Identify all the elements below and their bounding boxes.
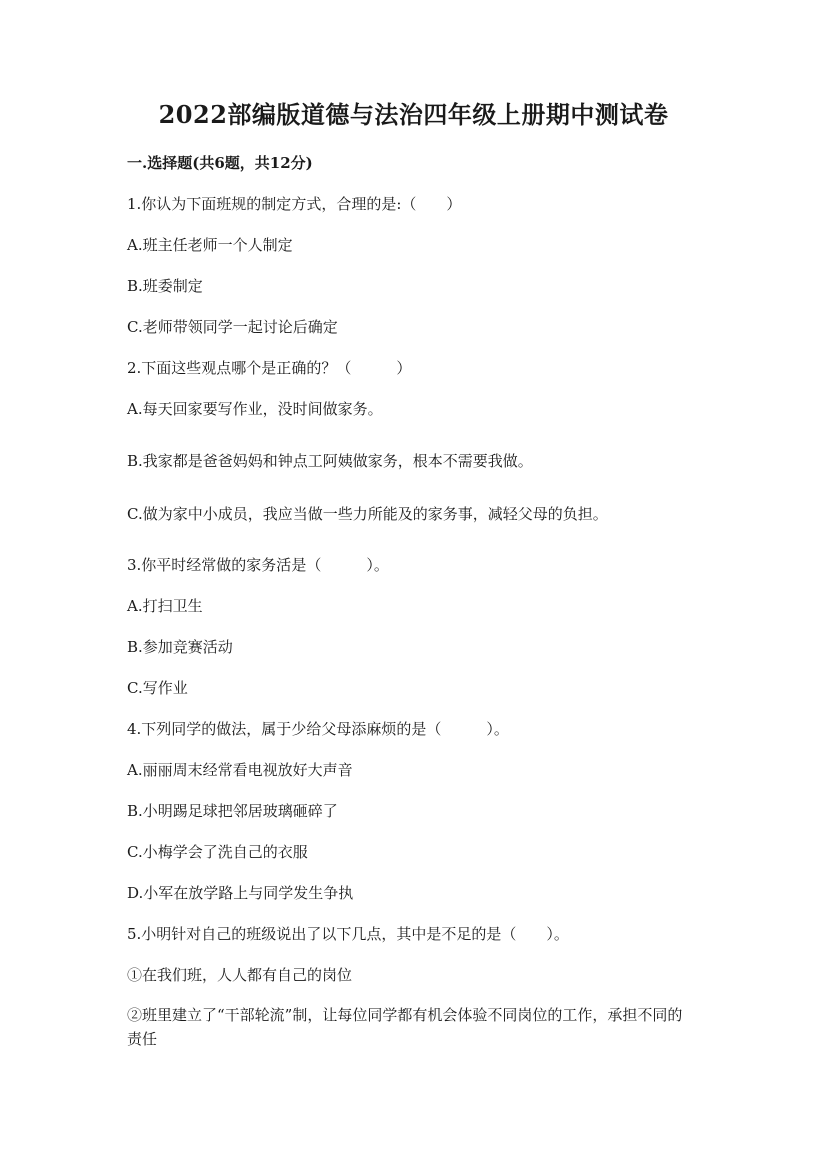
question-4-option-a[interactable]: A.丽丽周末经常看电视放好大声音 <box>127 761 353 779</box>
question-2-stem: 2.下面这些观点哪个是正确的？（ ） <box>127 359 412 377</box>
question-4-option-b[interactable]: B.小明踢足球把邻居玻璃砸碎了 <box>127 802 338 820</box>
question-4-option-d[interactable]: D.小军在放学路上与同学发生争执 <box>127 884 354 902</box>
question-5-statement-1: ①在我们班，人人都有自己的岗位 <box>127 966 353 984</box>
question-1-option-a[interactable]: A.班主任老师一个人制定 <box>127 236 293 254</box>
question-3-option-c[interactable]: C.写作业 <box>127 679 188 697</box>
question-3-stem: 3.你平时经常做的家务活是（ ）。 <box>127 556 389 574</box>
question-4-option-c[interactable]: C.小梅学会了洗自己的衣服 <box>127 843 308 861</box>
question-3-option-a[interactable]: A.打扫卫生 <box>127 597 203 615</box>
question-5-statement-2: ②班里建立了“干部轮流”制，让每位同学都有机会体验不同岗位的工作，承担不同的责任 <box>127 1006 683 1048</box>
page-title: 2022部编版道德与法治四年级上册期中测试卷 <box>158 100 669 129</box>
question-3-option-b[interactable]: B.参加竞赛活动 <box>127 638 233 656</box>
question-2-option-b[interactable]: B.我家都是爸爸妈妈和钟点工阿姨做家务，根本不需要我做。 <box>127 452 533 470</box>
question-2-option-c[interactable]: C.做为家中小成员，我应当做一些力所能及的家务事，减轻父母的负担。 <box>127 505 608 523</box>
question-2-option-a[interactable]: A.每天回家要写作业，没时间做家务。 <box>127 400 383 418</box>
question-5-stem: 5.小明针对自己的班级说出了以下几点，其中是不足的是（ ）。 <box>127 925 569 943</box>
section-heading: 一.选择题(共6题，共12分) <box>127 154 313 172</box>
question-1-option-c[interactable]: C.老师带领同学一起讨论后确定 <box>127 318 338 336</box>
question-1-option-b[interactable]: B.班委制定 <box>127 277 203 295</box>
question-1-stem: 1.你认为下面班规的制定方式，合理的是:（ ） <box>127 195 462 213</box>
question-4-stem: 4.下列同学的做法，属于少给父母添麻烦的是（ ）。 <box>127 720 509 738</box>
